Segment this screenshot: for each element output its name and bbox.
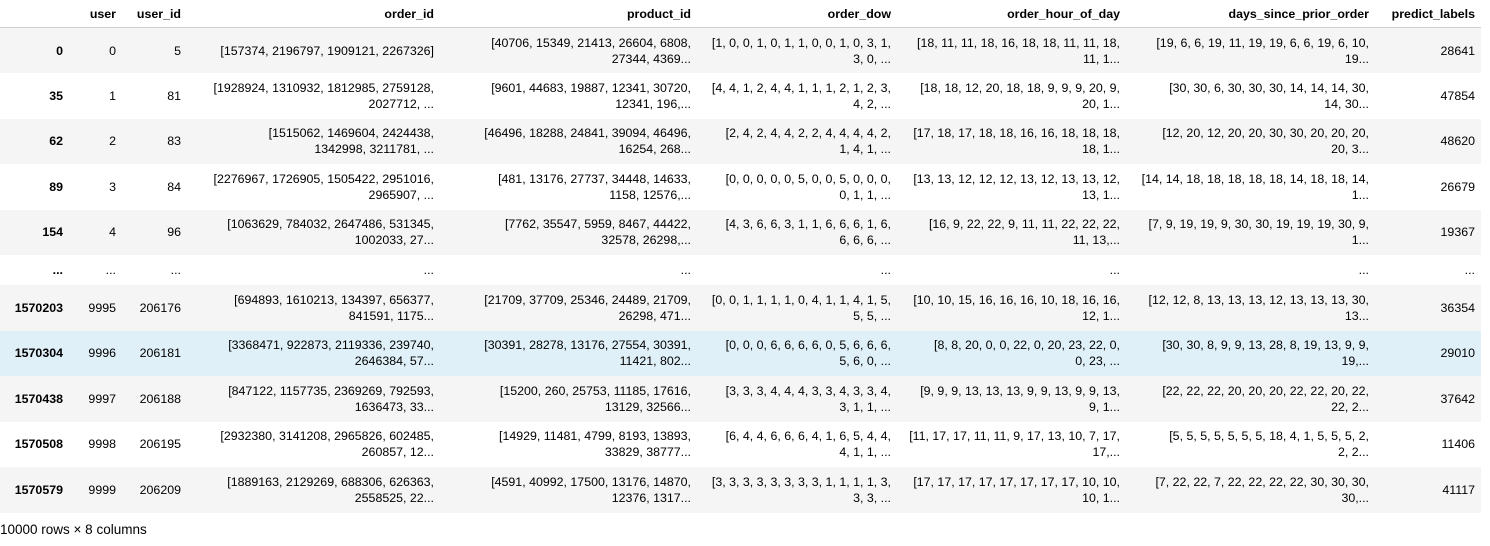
predict-labels-cell: 48620 [1440,134,1475,149]
order-dow-cell-line: [0, 0, 1, 1, 1, 1, 0, 4, 1, 1, 4, 1, 5, [711,292,891,307]
order-hour-cell [897,119,1126,165]
days-since-prior-cell-line: [30, 30, 8, 9, 9, 13, 28, 8, 19, 13, 9, 9, [1162,338,1369,353]
user-cell: 2 [109,134,116,149]
order-dow-cell-line: 3, 3, ... [853,490,891,505]
days-since-prior-cell-line: 1... [1351,233,1369,248]
user-cell: 0 [109,43,116,58]
user-id-cell: 83 [167,134,181,149]
dataframe-shape-footer: 10000 rows × 8 columns [0,522,147,537]
order-dow-cell-line: [0, 0, 0, 0, 0, 5, 0, 0, 5, 0, 0, 0, [725,171,891,186]
order-hour-cell-line: 11, 1... [1083,51,1120,66]
order-dow-cell [697,164,897,210]
user-id-cell: ... [170,263,181,277]
order-dow-cell [697,73,897,119]
order-dow-cell-line: 4, 2, ... [853,96,891,111]
order-hour-cell-line: [18, 11, 11, 18, 16, 18, 18, 11, 11, 18, [917,35,1120,50]
order-id-cell-line: [847122, 1157735, 2369269, 792593, [228,383,434,398]
days-since-prior-cell-line: 30,... [1341,490,1369,505]
order-dow-cell-line: [0, 0, 0, 6, 6, 6, 6, 0, 5, 6, 6, 6, [725,338,891,353]
product-id-cell-line: [481, 13176, 27737, 34448, 14633, [498,171,691,186]
days-since-prior-cell-line: [5, 5, 5, 5, 5, 5, 5, 18, 4, 1, 5, 5, 5, 2, [1169,429,1369,444]
product-id-cell-line: 26298, 471... [618,308,691,323]
days-since-prior-cell [1126,164,1375,210]
product-id-cell [440,73,697,119]
days-since-prior-cell-line: [7, 9, 19, 19, 9, 30, 30, 19, 19, 19, 30, 9, [1148,217,1369,232]
order-id-cell-line: [1515062, 1469604, 2424438, [268,126,434,141]
order-dow-cell [697,28,897,74]
row-index: 1570203 [14,300,63,315]
days-since-prior-cell [1126,331,1375,377]
product-id-cell-line: 27344, 4369... [611,51,691,66]
order-hour-cell-line: [9, 9, 9, 13, 13, 13, 9, 9, 13, 9, 9, 13, [920,383,1120,398]
predict-labels-cell: 29010 [1440,346,1475,361]
user-id-cell: 206181 [139,346,181,361]
product-id-cell-line: [14929, 11481, 4799, 8193, 13893, [499,429,691,444]
product-id-cell [440,285,697,331]
product-id-cell-line: [9601, 44683, 19887, 12341, 30720, [491,80,691,95]
order-dow-cell-line: 5, 6, 0, ... [839,354,891,369]
predict-labels-cell: 47854 [1440,88,1475,103]
order-id-cell [187,285,440,331]
order-hour-cell [897,73,1126,119]
order-hour-cell-line: 0, 23, ... [1075,354,1120,369]
product-id-cell-line: [4591, 40992, 17500, 13176, 14870, [491,474,691,489]
order-id-cell [187,467,440,513]
order-hour-cell [897,255,1126,285]
predict-labels-cell: ... [1464,263,1475,277]
table-row [0,376,1481,422]
days-since-prior-cell-line: [30, 30, 6, 30, 30, 30, 14, 14, 14, 30, [1169,80,1369,95]
product-id-cell-line: 11421, 802... [619,354,691,369]
table-row [0,164,1481,210]
days-since-prior-cell-line: 2, 2... [1338,445,1369,460]
product-id-cell-line: 12341, 196,... [615,96,691,111]
order-hour-cell-line: [13, 13, 12, 12, 12, 13, 12, 13, 13, 12, [913,171,1120,186]
order-hour-cell [897,376,1126,422]
order-dow-cell-line: 3, 0, ... [853,51,891,66]
order-id-cell-line: [694893, 1610213, 134397, 656377, [234,292,434,307]
product-id-cell [440,28,697,74]
order-dow-cell [697,467,897,513]
days-since-prior-cell [1126,210,1375,256]
order-id-cell [187,164,440,210]
predict-labels-cell: 26679 [1440,179,1475,194]
order-hour-cell [897,285,1126,331]
order-hour-cell-line: [8, 8, 20, 0, 0, 22, 0, 20, 23, 22, 0, [934,338,1120,353]
order-hour-cell-line: [17, 17, 17, 17, 17, 17, 17, 17, 10, 10, [913,474,1120,489]
order-hour-cell-line: 10, 1... [1082,490,1120,505]
product-id-cell [440,210,697,256]
order-dow-cell-line: [3, 3, 3, 3, 3, 3, 3, 3, 1, 1, 1, 1, 3, [711,474,891,489]
table-row [0,28,1481,74]
order-hour-cell-line: [10, 10, 15, 16, 16, 16, 10, 18, 16, 16, [913,292,1120,307]
row-index: 1570438 [14,391,63,406]
days-since-prior-cell [1126,255,1375,285]
table-row [0,422,1481,468]
order-dow-cell-line: 6, 6, 6, ... [839,233,891,248]
order-dow-cell-line: 0, 1, 1, ... [839,187,891,202]
predict-labels-cell: 19367 [1440,225,1475,240]
order-hour-cell-line: 18, 1... [1082,142,1120,157]
product-id-cell-line: [15200, 260, 25753, 11185, 17616, [499,383,691,398]
order-id-cell [187,255,440,285]
product-id-cell [440,376,697,422]
column-header-days-since-prior-order: days_since_prior_order [1126,0,1375,28]
product-id-cell-line: [21709, 37709, 25346, 24489, 21709, [484,292,691,307]
order-dow-cell-line: 1, 4, 1, ... [839,142,891,157]
order-id-cell-line: 2027712, ... [368,96,434,111]
user-cell: 9995 [88,300,116,315]
table-body [0,28,1481,513]
order-dow-cell-line: [4, 3, 6, 6, 3, 1, 1, 6, 6, 6, 1, 6, [725,217,891,232]
user-id-cell: 96 [167,225,181,240]
days-since-prior-cell-line: [19, 6, 6, 19, 11, 19, 19, 6, 6, 19, 6, 10, [1156,35,1369,50]
days-since-prior-cell-line: 20, 3... [1331,142,1369,157]
predict-labels-cell: 41117 [1442,482,1475,497]
table-row [0,467,1481,513]
product-id-cell [440,119,697,165]
row-index: 62 [49,134,63,149]
days-since-prior-cell-line: 22, 2... [1331,399,1369,414]
order-dow-cell-line: [1, 0, 0, 1, 0, 1, 1, 0, 0, 1, 0, 3, 1, [711,35,891,50]
order-hour-cell-line: 12, 1... [1082,308,1120,323]
order-id-cell-line: [2932380, 3141208, 2965826, 602485, [220,429,434,444]
order-id-cell-line: 2646384, 57... [354,354,434,369]
order-dow-cell-line: 4, 1, 1, ... [839,445,891,460]
table-row [0,73,1481,119]
user-id-cell: 5 [174,43,181,58]
product-id-cell [440,164,697,210]
order-dow-cell-line: [4, 4, 1, 2, 4, 4, 1, 1, 1, 2, 1, 2, 3, [711,80,891,95]
order-id-cell [187,73,440,119]
days-since-prior-cell [1126,376,1375,422]
column-header-user-id: user_id [122,0,187,28]
column-header-order-dow: order_dow [697,0,897,28]
days-since-prior-cell-line: 19... [1344,51,1369,66]
order-hour-cell [897,467,1126,513]
order-id-cell [187,376,440,422]
predict-labels-cell: 28641 [1440,43,1475,58]
order-dow-cell [697,255,897,285]
order-dow-cell-line: [6, 4, 4, 6, 6, 6, 4, 1, 6, 5, 4, 4, [725,429,891,444]
column-header-order-id: order_id [187,0,440,28]
days-since-prior-cell [1126,467,1375,513]
row-index: 89 [49,179,63,194]
order-hour-cell-line: [18, 18, 12, 20, 18, 18, 9, 9, 9, 20, 9, [920,80,1120,95]
product-id-cell [440,331,697,377]
user-id-cell: 81 [167,88,181,103]
order-hour-cell-line: [11, 17, 17, 11, 11, 9, 17, 13, 10, 7, 17, [909,429,1120,444]
order-hour-cell [897,210,1126,256]
order-id-cell-line: 1636473, 33... [354,399,434,414]
days-since-prior-cell [1126,285,1375,331]
user-cell: 3 [109,179,116,194]
order-id-cell-line: 260857, 12... [361,445,434,460]
table-row [0,255,1481,285]
order-id-cell-line: [1928924, 1310932, 1812985, 2759128, [213,80,434,95]
order-dow-cell [697,422,897,468]
predict-labels-cell: 36354 [1440,300,1475,315]
row-index: 1570508 [14,437,63,452]
order-dow-cell [697,331,897,377]
header-row [0,0,1481,28]
order-id-cell-line: [157374, 2196797, 1909121, 2267326] [220,43,434,58]
days-since-prior-cell-line: [12, 20, 12, 20, 20, 30, 30, 20, 20, 20, [1162,126,1369,141]
order-hour-cell-line: 17,... [1092,445,1120,460]
column-header-predict-labels: predict_labels [1375,0,1481,28]
product-id-cell-line: [30391, 28278, 13176, 27554, 30391, [484,338,691,353]
product-id-cell-line: 33829, 38777... [604,445,691,460]
order-id-cell [187,28,440,74]
order-id-cell-line: [1063629, 784032, 2647486, 531345, [227,217,434,232]
order-dow-cell-line: 5, 5, ... [853,308,891,323]
row-index: 0 [56,43,63,58]
product-id-cell-line: 16254, 268... [618,142,691,157]
order-hour-cell [897,164,1126,210]
order-dow-cell-line: ... [880,263,891,277]
order-dow-cell-line: [2, 4, 2, 4, 4, 2, 2, 4, 4, 4, 4, 2, [725,126,891,141]
user-id-cell: 84 [167,179,181,194]
days-since-prior-cell-line: 1... [1351,187,1369,202]
order-id-cell [187,119,440,165]
order-id-cell-line: 1002033, 27... [354,233,434,248]
order-hour-cell [897,331,1126,377]
days-since-prior-cell-line: 19,... [1341,354,1369,369]
order-hour-cell [897,422,1126,468]
column-header-user: user [69,0,122,28]
user-id-cell: 206188 [139,391,181,406]
predict-labels-cell: 11406 [1441,437,1475,452]
table-row [0,119,1481,165]
user-cell: 9999 [88,482,116,497]
order-hour-cell-line: [17, 18, 17, 18, 18, 16, 16, 18, 18, 18, [913,126,1120,141]
days-since-prior-cell-line: [14, 14, 18, 18, 18, 18, 18, 14, 18, 18, 14, [1141,171,1369,186]
days-since-prior-cell [1126,73,1375,119]
product-id-cell-line: ... [680,263,691,277]
product-id-cell-line: [40706, 15349, 21413, 26604, 6808, [491,35,691,50]
user-cell: 9996 [88,346,116,361]
order-dow-cell-line: 3, 1, 1, ... [839,399,891,414]
order-id-cell [187,210,440,256]
days-since-prior-cell [1126,28,1375,74]
order-id-cell [187,331,440,377]
order-id-cell [187,422,440,468]
order-id-cell-line: [2276967, 1726905, 1505422, 2951016, [213,171,434,186]
order-id-cell-line: ... [423,263,434,277]
user-id-cell: 206176 [139,300,181,315]
product-id-cell-line: 12376, 1317... [611,490,691,505]
days-since-prior-cell-line: ... [1358,263,1369,277]
product-id-cell-line: 1158, 12576,... [609,187,691,202]
order-hour-cell [897,28,1126,74]
row-index: 1570579 [14,482,63,497]
column-header-product-id: product_id [440,0,697,28]
order-hour-cell-line: 20, 1... [1082,96,1120,111]
order-hour-cell-line: 13, 1... [1082,187,1120,202]
order-hour-cell-line: ... [1109,263,1120,277]
days-since-prior-cell-line: [22, 22, 22, 20, 20, 20, 22, 22, 20, 22, [1162,383,1369,398]
days-since-prior-cell-line: 13... [1344,308,1369,323]
row-index: 154 [42,225,63,240]
user-id-cell: 206209 [139,482,181,497]
days-since-prior-cell-line: [12, 12, 8, 13, 13, 13, 12, 13, 13, 13, 30, [1148,292,1369,307]
order-hour-cell-line: 9, 1... [1089,399,1120,414]
order-dow-cell [697,285,897,331]
product-id-cell-line: [7762, 35547, 5959, 8467, 44422, [504,217,691,232]
product-id-cell [440,255,697,285]
predict-labels-cell: 37642 [1440,391,1475,406]
days-since-prior-cell [1126,119,1375,165]
order-id-cell-line: 1342998, 3211781, ... [314,142,434,157]
order-id-cell-line: [3368471, 922873, 2119336, 239740, [228,338,434,353]
order-hour-cell-line: 11, 13,... [1072,233,1120,248]
user-cell: ... [105,263,116,277]
table-row [0,210,1481,256]
column-header-order-hour-of-day: order_hour_of_day [897,0,1126,28]
table-row [0,331,1481,377]
product-id-cell-line: 32578, 26298,... [601,233,691,248]
order-dow-cell-line: [3, 3, 3, 4, 4, 4, 3, 3, 4, 3, 3, 4, [725,383,891,398]
user-id-cell: 206195 [139,437,181,452]
product-id-cell [440,422,697,468]
product-id-cell-line: [46496, 18288, 24841, 39094, 46496, [484,126,691,141]
user-cell: 9998 [88,437,116,452]
order-dow-cell [697,376,897,422]
row-index: ... [52,263,63,277]
order-dow-cell [697,210,897,256]
order-id-cell-line: [1889163, 2129269, 688306, 626363, [227,474,434,489]
product-id-cell-line: 13129, 32566... [604,399,691,414]
user-cell: 9997 [88,391,116,406]
user-cell: 1 [109,88,116,103]
row-index: 35 [49,88,63,103]
days-since-prior-cell-line: 14, 30... [1324,96,1369,111]
days-since-prior-cell [1126,422,1375,468]
days-since-prior-cell-line: [7, 22, 22, 7, 22, 22, 22, 22, 30, 30, 30, [1155,474,1369,489]
order-hour-cell-line: [16, 9, 22, 22, 9, 11, 11, 22, 22, 22, [928,217,1120,232]
product-id-cell [440,467,697,513]
user-cell: 4 [109,225,116,240]
order-id-cell-line: 841591, 1175... [348,308,434,323]
order-id-cell-line: 2558525, 22... [354,490,434,505]
table-row [0,285,1481,331]
index-header [0,0,69,28]
order-dow-cell [697,119,897,165]
order-id-cell-line: 2965907, ... [368,187,434,202]
row-index: 1570304 [14,346,63,361]
